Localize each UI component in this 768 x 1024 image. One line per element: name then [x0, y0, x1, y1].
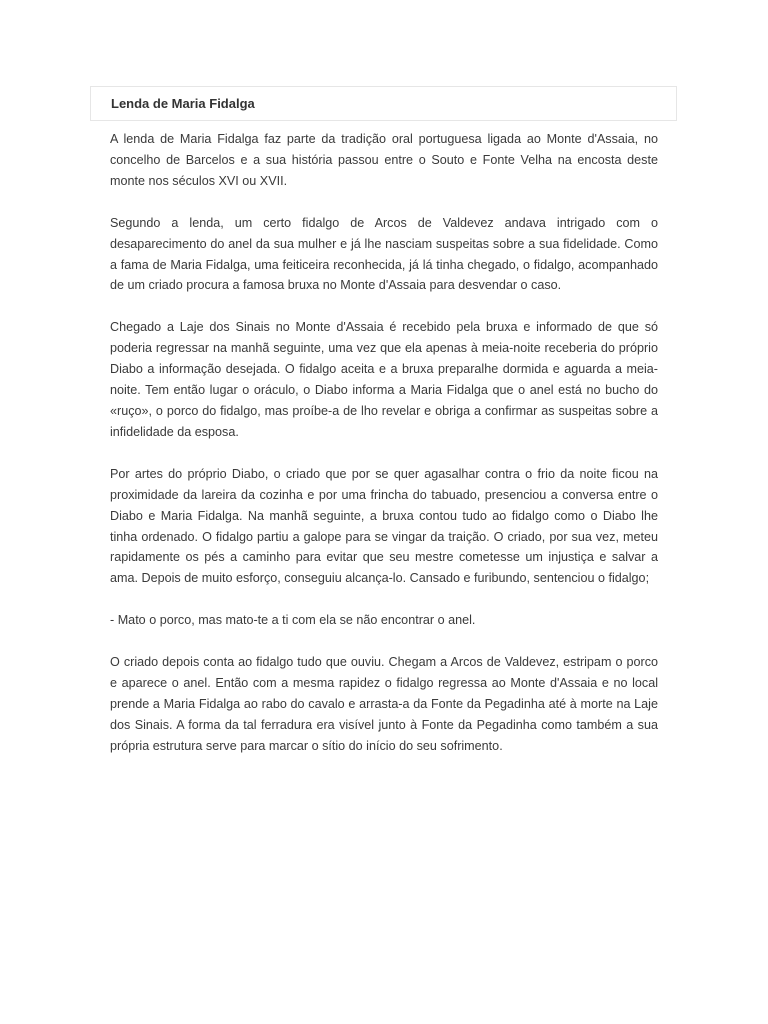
document-header: [90, 86, 677, 121]
paragraph-quote: - Mato o porco, mas mato-te a ti com ela se não encontrar o anel.: [110, 613, 476, 628]
paragraph-criado: Por artes do próprio Diabo, o criado que por se quer agasalhar contra o frio da noite ficou na proximidade da lareira da cozinha e por uma frincha do tabuado, presenciou a conversa entre o Diabo e Maria Fidalga. Na manhã seguinte, a bruxa contou tudo ao fidalgo como o Diabo lhe tinha ordenado. O fidalgo partiu a galope para se vingar da traição. O criado, por sua vez, meteu rapidamente os pés a caminho para evitar que seu mestre cometesse um injustiça e salvar a ama. Depois de muito esforço, conseguiu alcança-lo. Cansado e furibundo, sentenciou o fidalgo;: [110, 466, 658, 586]
paragraph-intro: A lenda de Maria Fidalga faz parte da tradição oral portuguesa ligada ao Monte d'Assaia, no concelho de Barcelos e a sua história passou entre o Souto e Fonte Velha na encosta deste monte nos séculos XVI ou XVII.: [110, 132, 658, 188]
paragraph-oracle: Chegado a Laje dos Sinais no Monte d'Assaia é recebido pela bruxa e informado de que só poderia regressar na manhã seguinte, uma vez que ela apenas à meia-noite receberia do próprio Diabo a informação desejada. O fidalgo aceita e a bruxa preparalhe dormida e aguarda a meia-noite. Tem então lugar o oráculo, o Diabo informa a Maria Fidalga que o anel está no bucho do «ruço», o porco do fidalgo, mas proíbe-a de lho revelar e obriga a confirmar as suspeitas sobre a infidelidade da esposa.: [110, 320, 658, 439]
paragraph-fidalgo-suspicion: Segundo a lenda, um certo fidalgo de Arcos de Valdevez andava intrigado com o desaparecimento do anel da sua mulher e já lhe nasciam suspeitas sobre a sua fidelidade. Como a fama de Maria Fidalga, uma feiticeira reconhecida, já lá tinha chegado, o fidalgo, acompanhado de um criado procura a famosa bruxa no Monte d'Assaia para desvendar o caso.: [110, 215, 658, 293]
paragraph-ending: O criado depois conta ao fidalgo tudo que ouviu. Chegam a Arcos de Valdevez, estripam o porco e aparece o anel. Então com a mesma rapidez o fidalgo regressa ao Monte d'Assaia e no local prende a Maria Fidalga ao rabo do cavalo e arrasta-a da Fonte da Pegadinha até à morte na Laje dos Sinais. A forma da tal ferradura era visível junto à Fonte da Pegadinha como também a sua própria estrutura serve para marcar o sítio do início do seu sofrimento.: [110, 655, 658, 753]
document-title: Lenda de Maria Fidalga: [111, 96, 255, 111]
document-body: [110, 129, 658, 778]
